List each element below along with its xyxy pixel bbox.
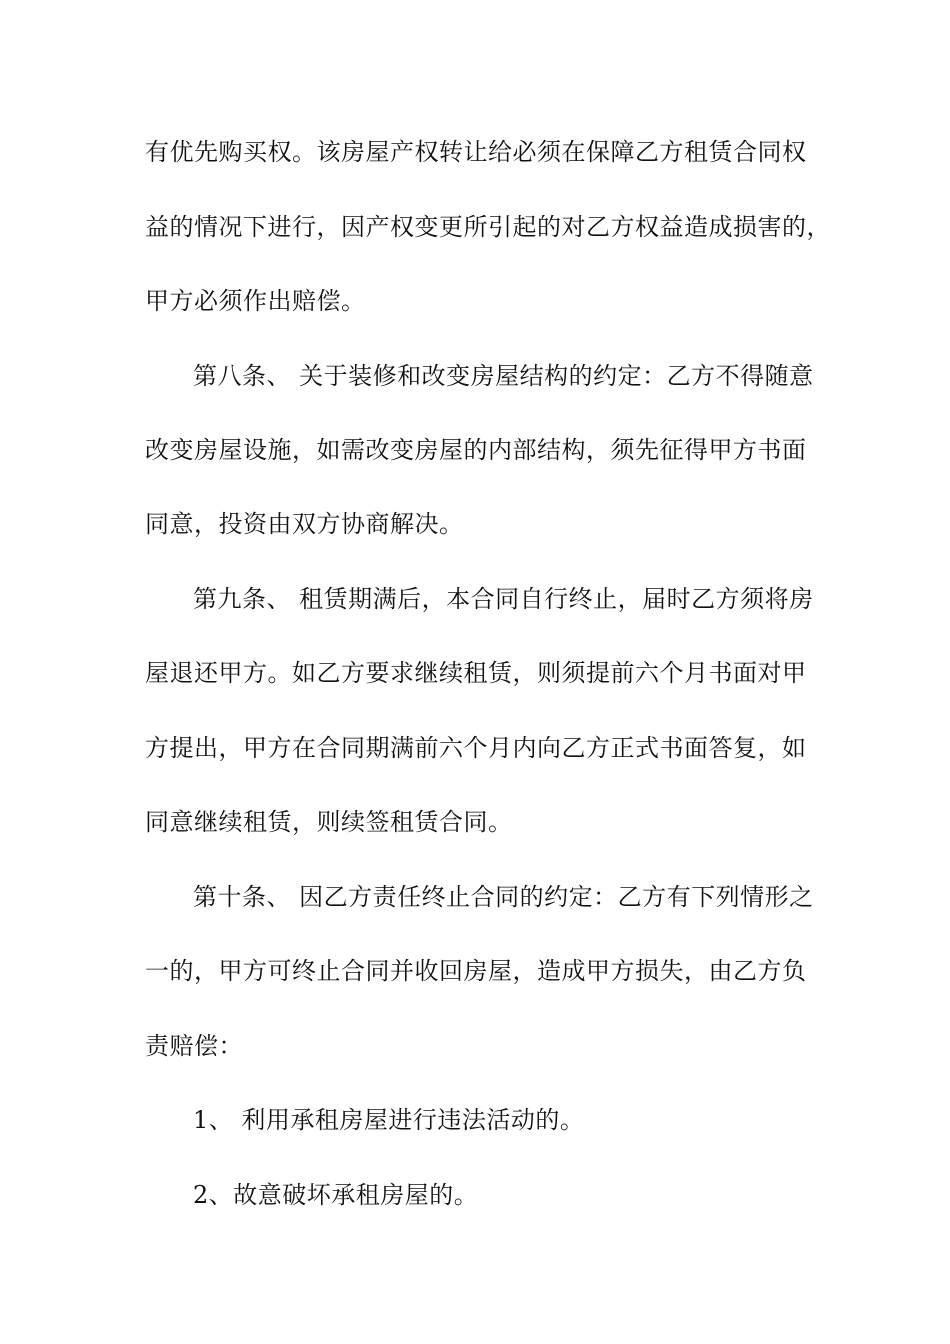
text-line: 益的情况下进行，因产权变更所引起的对乙方权益造成损害的， bbox=[145, 213, 831, 241]
list-item-2: 2、故意破坏承租房屋的。 bbox=[193, 1181, 479, 1209]
clause-heading-10: 第十条、 因乙方责任终止合同的约定：乙方有下列情形之 bbox=[193, 883, 814, 911]
text-line: 同意继续租赁，则续签租赁合同。 bbox=[145, 808, 513, 836]
text-line: 有优先购买权。该房屋产权转让给必须在保障乙方租赁合同权 bbox=[145, 138, 807, 166]
text-line: 责赔偿： bbox=[145, 1032, 243, 1060]
text-line: 一的，甲方可终止合同并收回房屋，造成甲方损失，由乙方负 bbox=[145, 957, 807, 985]
text-line: 甲方必须作出赔偿。 bbox=[145, 287, 366, 315]
list-item-1: 1、 利用承租房屋进行违法活动的。 bbox=[193, 1106, 585, 1134]
text-line: 同意，投资由双方协商解决。 bbox=[145, 510, 464, 538]
clause-heading-8: 第八条、 关于装修和改变房屋结构的约定：乙方不得随意 bbox=[193, 362, 814, 390]
text-line: 改变房屋设施，如需改变房屋的内部结构，须先征得甲方书面 bbox=[145, 436, 807, 464]
text-line: 方提出，甲方在合同期满前六个月内向乙方正式书面答复，如 bbox=[145, 734, 807, 762]
text-line: 屋退还甲方。如乙方要求继续租赁，则须提前六个月书面对甲 bbox=[145, 659, 807, 687]
clause-heading-9: 第九条、 租赁期满后，本合同自行终止，届时乙方须将房 bbox=[193, 585, 814, 613]
